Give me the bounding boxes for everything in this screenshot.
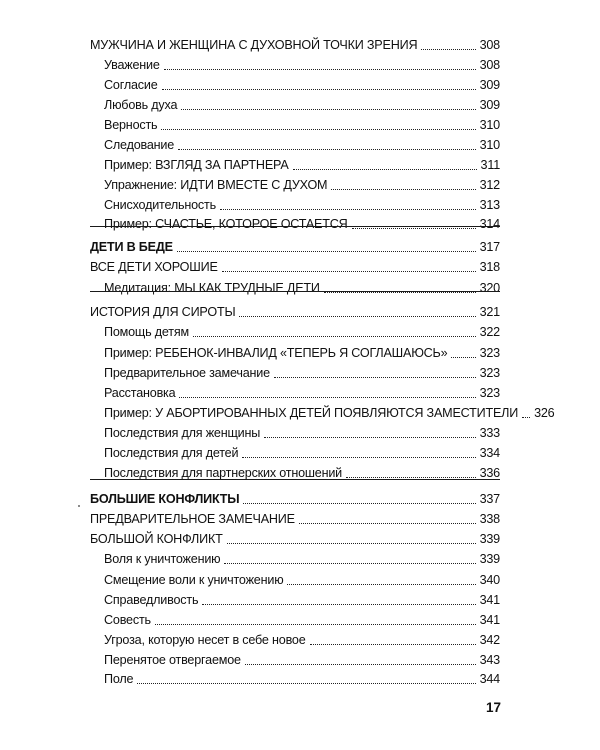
- toc-entry-page: 341: [479, 593, 500, 607]
- toc-entry-page: 323: [479, 366, 500, 380]
- toc-entry: [90, 238, 500, 256]
- dot-leader: [287, 584, 475, 585]
- toc-subentry: [104, 611, 500, 629]
- dot-leader: [202, 604, 475, 605]
- toc-subentry: [104, 651, 500, 669]
- dot-leader: [162, 89, 476, 90]
- toc-subentry: [104, 344, 500, 362]
- toc-entry-title: Пример: ВЗГЛЯД ЗА ПАРТНЕРА: [104, 158, 289, 172]
- toc-entry-page: 308: [479, 58, 500, 72]
- dot-leader: [421, 49, 475, 50]
- toc-entry-title: Снисходительность: [104, 198, 216, 212]
- toc-subentry: [104, 571, 500, 589]
- section-divider: [90, 226, 500, 227]
- toc-subentry: [104, 550, 500, 568]
- dot-leader: [346, 477, 476, 478]
- toc-entry-page: 310: [479, 118, 500, 132]
- toc-entry-title: Последствия для партнерских отношений: [104, 466, 343, 480]
- toc-entry-page: 312: [479, 178, 500, 192]
- toc-entry-page: 343: [479, 653, 500, 667]
- dot-leader: [451, 357, 475, 358]
- toc-subentry: [104, 176, 500, 194]
- toc-subentry: [104, 424, 500, 442]
- toc-entry-title: Совесть: [104, 613, 151, 627]
- toc-entry-page: 311: [480, 158, 500, 172]
- toc-entry-title: ДЕТИ В БЕДЕ: [90, 240, 173, 254]
- toc-entry-page: 337: [479, 492, 500, 506]
- toc-subentry: [104, 323, 500, 341]
- dot-leader: [193, 336, 476, 337]
- toc-entry: [90, 510, 500, 528]
- dot-leader: [177, 251, 476, 252]
- toc-entry-title: МУЖЧИНА И ЖЕНЩИНА С ДУХОВНОЙ ТОЧКИ ЗРЕНИЯ: [90, 38, 418, 52]
- dot-leader: [522, 417, 530, 418]
- toc-subentry: [104, 76, 500, 94]
- dot-leader: [178, 149, 476, 150]
- dot-leader: [222, 271, 476, 272]
- toc-entry: [90, 490, 500, 508]
- dot-leader: [293, 169, 477, 170]
- toc-subentry: [104, 96, 500, 114]
- toc-entry-page: 336: [479, 466, 500, 480]
- toc-entry-title: Пример: СЧАСТЬЕ, КОТОРОЕ ОСТАЕТСЯ: [104, 217, 348, 231]
- dot-leader: [243, 503, 475, 504]
- toc-subentry: [104, 404, 555, 422]
- toc-entry: [90, 258, 500, 276]
- toc-entry-title: БОЛЬШИЕ КОНФЛИКТЫ: [90, 492, 240, 506]
- toc-subentry: [104, 444, 500, 462]
- toc-subentry: [104, 670, 500, 688]
- toc-entry-title: Медитация: МЫ КАК ТРУДНЫЕ ДЕТИ: [104, 281, 320, 295]
- toc-entry-page: 339: [479, 532, 500, 546]
- toc-entry-page: 334: [479, 446, 500, 460]
- toc-entry-title: Уважение: [104, 58, 160, 72]
- toc-entry-title: Перенятое отвергаемое: [104, 653, 241, 667]
- toc-entry-title: Следование: [104, 138, 175, 152]
- dot-leader: [181, 109, 475, 110]
- toc-entry-title: Согласие: [104, 78, 158, 92]
- toc-entry-page: 323: [479, 346, 500, 360]
- toc-entry-page: 326: [534, 406, 555, 420]
- toc-entry-page: 321: [479, 305, 500, 319]
- toc-subentry: [104, 384, 500, 402]
- toc-entry-title: Смещение воли к уничтожению: [104, 573, 284, 587]
- toc-entry-page: 313: [479, 198, 500, 212]
- dot-leader: [245, 664, 476, 665]
- dot-leader: [161, 129, 475, 130]
- toc-entry-page: 338: [479, 512, 500, 526]
- toc-entry-page: 342: [479, 633, 500, 647]
- toc-entry-title: Расстановка: [104, 386, 176, 400]
- toc-subentry: [104, 116, 500, 134]
- toc-entry-page: 309: [479, 78, 500, 92]
- dot-leader: [274, 377, 476, 378]
- toc-entry-title: Воля к уничтожению: [104, 552, 221, 566]
- toc-subentry: [104, 196, 500, 214]
- toc-entry-title: Помощь детям: [104, 325, 189, 339]
- dot-leader: [242, 457, 475, 458]
- dot-leader: [239, 316, 475, 317]
- toc-entry: [90, 530, 500, 548]
- toc-entry-title: Упражнение: ИДТИ ВМЕСТЕ С ДУХОМ: [104, 178, 328, 192]
- dot-leader: [324, 292, 476, 293]
- dot-leader: [299, 523, 476, 524]
- toc-entry-title: БОЛЬШОЙ КОНФЛИКТ: [90, 532, 223, 546]
- dot-leader: [331, 189, 475, 190]
- toc-entry: [90, 36, 500, 54]
- toc-entry-page: 339: [479, 552, 500, 566]
- toc-entry-page: 323: [479, 386, 500, 400]
- dot-leader: [220, 209, 476, 210]
- toc-entry-title: ПРЕДВАРИТЕЛЬНОЕ ЗАМЕЧАНИЕ: [90, 512, 295, 526]
- toc-entry-title: Угроза, которую несет в себе новое: [104, 633, 306, 647]
- toc-entry-page: 340: [479, 573, 500, 587]
- toc-entry-page: 317: [479, 240, 500, 254]
- toc-entry-page: 320: [479, 281, 500, 295]
- toc-entry-page: 344: [479, 672, 500, 686]
- dot-leader: [155, 624, 476, 625]
- toc-entry-page: 341: [479, 613, 500, 627]
- toc-entry-title: ИСТОРИЯ ДЛЯ СИРОТЫ: [90, 305, 236, 319]
- toc-entry-page: 308: [479, 38, 500, 52]
- toc-subentry: [104, 631, 500, 649]
- toc-subentry: [104, 364, 500, 382]
- dot-leader: [179, 397, 475, 398]
- toc-entry-title: Последствия для женщины: [104, 426, 261, 440]
- dot-leader: [224, 563, 475, 564]
- toc-entry: [90, 303, 500, 321]
- toc-entry-title: Поле: [104, 672, 134, 686]
- toc-entry-page: 318: [479, 260, 500, 274]
- toc-entry-page: 310: [479, 138, 500, 152]
- dot-leader: [264, 437, 475, 438]
- toc-subentry: [104, 156, 500, 174]
- toc-entry-page: 314: [479, 217, 500, 231]
- toc-entry-title: Любовь духа: [104, 98, 178, 112]
- toc-entry-title: Предварительное замечание: [104, 366, 270, 380]
- toc-entry-title: Справедливость: [104, 593, 199, 607]
- toc-entry-title: Последствия для детей: [104, 446, 239, 460]
- toc-subentry: [104, 136, 500, 154]
- dot-leader: [227, 543, 476, 544]
- toc-entry-title: Пример: У АБОРТИРОВАННЫХ ДЕТЕЙ ПОЯВЛЯЮТСЯ ЗАМЕСТИТЕЛИ: [104, 406, 519, 420]
- print-speck: [78, 505, 80, 507]
- toc-entry-title: Верность: [104, 118, 158, 132]
- dot-leader: [137, 683, 475, 684]
- toc-entry-page: 333: [479, 426, 500, 440]
- dot-leader: [310, 644, 476, 645]
- section-divider: [90, 479, 500, 480]
- toc-entry-page: 309: [479, 98, 500, 112]
- dot-leader: [352, 228, 476, 229]
- toc-entry-page: 322: [479, 325, 500, 339]
- toc-subentry: [104, 56, 500, 74]
- dot-leader: [164, 69, 476, 70]
- page-number: 17: [486, 700, 502, 715]
- toc-entry-title: Пример: РЕБЕНОК-ИНВАЛИД «ТЕПЕРЬ Я СОГЛАШАЮСЬ»: [104, 346, 448, 360]
- toc-subentry: [104, 279, 500, 297]
- toc-subentry: [104, 215, 500, 233]
- toc-subentry: [104, 591, 500, 609]
- section-divider: [90, 291, 500, 292]
- toc-entry-title: ВСЕ ДЕТИ ХОРОШИЕ: [90, 260, 218, 274]
